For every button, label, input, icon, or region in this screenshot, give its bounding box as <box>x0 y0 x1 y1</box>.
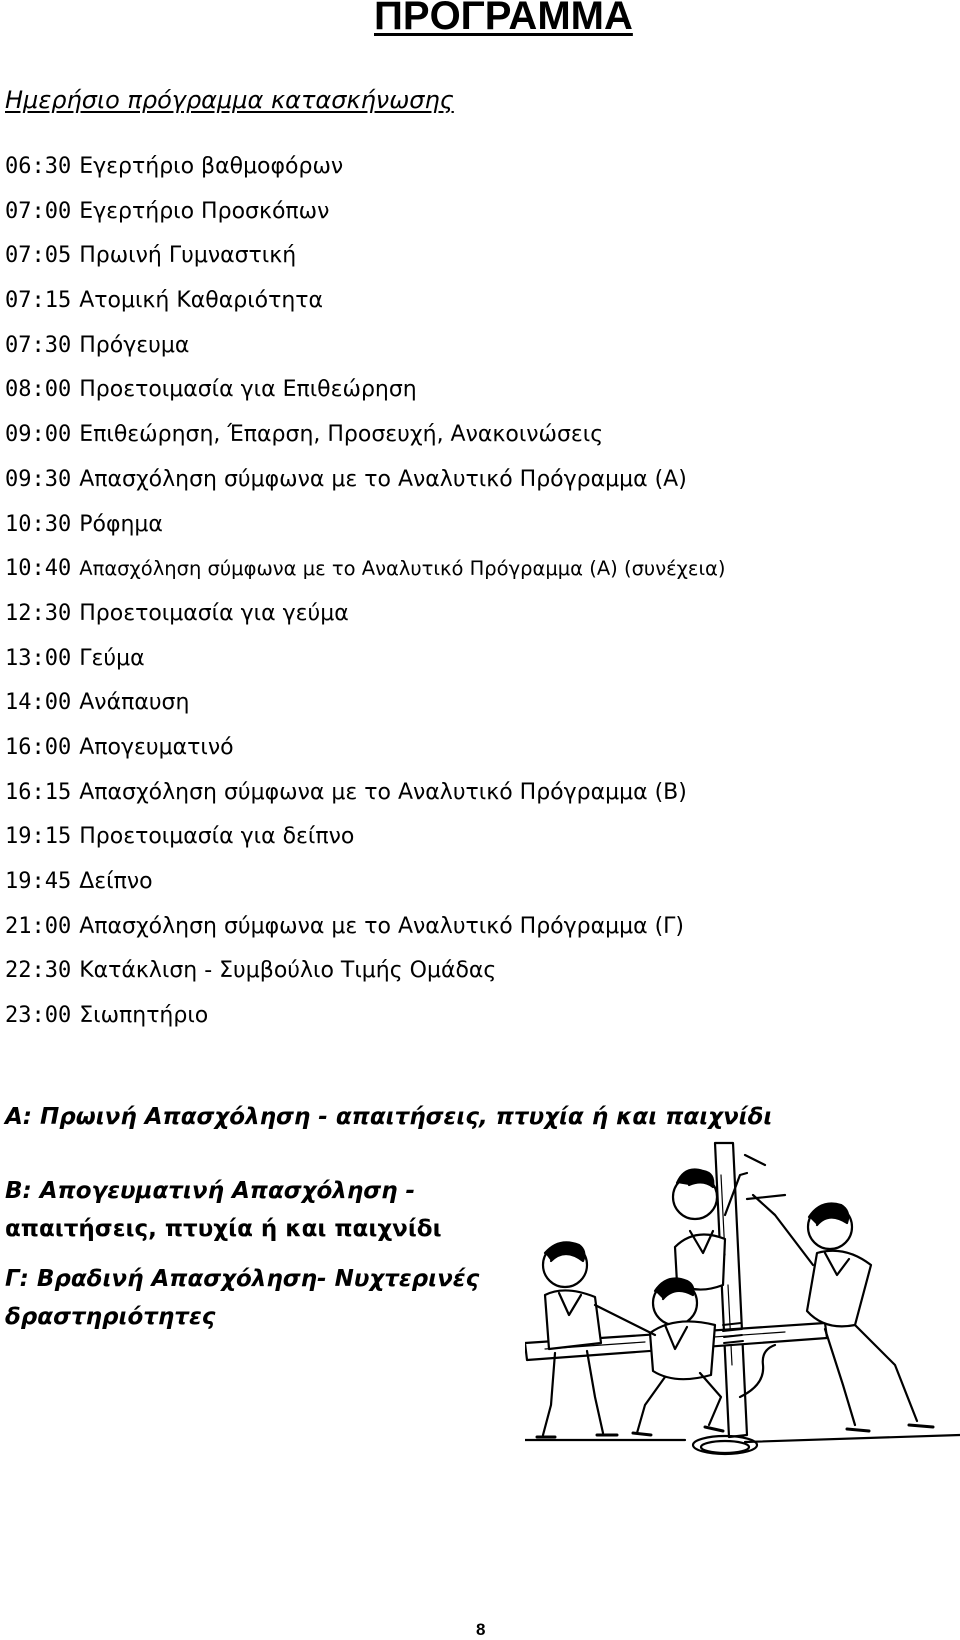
schedule-time: 09:30 <box>5 466 72 492</box>
schedule-item <box>5 503 726 548</box>
schedule-item <box>5 145 726 190</box>
legend-b <box>5 1172 442 1248</box>
schedule-item <box>5 726 726 771</box>
schedule-activity: Προετοιμασία για δείπνο <box>79 824 355 850</box>
schedule-activity: Ατομική Καθαριότητα <box>79 288 324 314</box>
schedule-activity: Σιωπητήριο <box>79 1003 209 1029</box>
schedule-time: 14:00 <box>5 690 72 716</box>
schedule-time: 10:40 <box>5 556 72 582</box>
schedule-activity: Ρόφημα <box>79 511 163 537</box>
schedule-list <box>5 145 726 1039</box>
scouts-pioneering-illustration <box>525 1135 960 1470</box>
schedule-time: 07:00 <box>5 198 72 224</box>
schedule-time: 12:30 <box>5 600 72 626</box>
schedule-time: 23:00 <box>5 1003 72 1029</box>
schedule-time: 09:00 <box>5 422 72 448</box>
schedule-time: 22:30 <box>5 958 72 984</box>
schedule-time: 16:00 <box>5 734 72 760</box>
schedule-item <box>5 905 726 950</box>
schedule-time: 19:15 <box>5 824 72 850</box>
legend-c-line2: δραστηριότητες <box>5 1304 216 1330</box>
schedule-activity: Απασχόληση σύμφωνα με το Αναλυτικό Πρόγραμμα (Α) (συνέχεια) <box>79 557 726 581</box>
schedule-item <box>5 190 726 235</box>
section-title: Ημερήσιο πρόγραμμα κατασκήνωσης <box>5 86 454 114</box>
schedule-time: 07:05 <box>5 243 72 269</box>
schedule-item <box>5 279 726 324</box>
schedule-activity: Κατάκλιση - Συμβούλιο Τιμής Ομάδας <box>79 958 497 984</box>
schedule-activity: Προετοιμασία για γεύμα <box>79 600 349 626</box>
schedule-time: 08:00 <box>5 377 72 403</box>
page-number: 8 <box>476 1620 486 1639</box>
schedule-time: 19:45 <box>5 869 72 894</box>
schedule-activity: Επιθεώρηση, Έπαρση, Προσευχή, Ανακοινώσεις <box>79 422 604 448</box>
schedule-activity: Απογευματινό <box>79 734 234 760</box>
schedule-time: 21:00 <box>5 913 72 939</box>
schedule-item <box>5 771 726 816</box>
legend-a: Α: Πρωινή Απασχόληση - απαιτήσεις, πτυχία ή και παιχνίδι <box>5 1104 773 1130</box>
schedule-activity: Εγερτήριο βαθμοφόρων <box>79 154 344 179</box>
legend-c-line1: Γ: Βραδινή Απασχόληση- Νυχτερινές <box>5 1266 480 1292</box>
schedule-item <box>5 994 726 1039</box>
schedule-activity: Απασχόληση σύμφωνα με το Αναλυτικό Πρόγραμμα (Β) <box>79 779 687 805</box>
page-title: ΠΡΟΓΡΑΜΜΑ <box>374 0 633 38</box>
legend-b-line1: Β: Απογευματινή Απασχόληση - <box>5 1178 416 1204</box>
schedule-activity: Δείπνο <box>79 869 153 894</box>
schedule-time: 07:30 <box>5 332 72 358</box>
schedule-time: 13:00 <box>5 645 72 671</box>
schedule-item <box>5 324 726 369</box>
schedule-activity: Απασχόληση σύμφωνα με το Αναλυτικό Πρόγραμμα (Γ) <box>79 913 685 939</box>
schedule-activity: Πρωινή Γυμναστική <box>79 243 297 269</box>
schedule-item <box>5 458 726 503</box>
schedule-item <box>5 592 726 637</box>
schedule-activity: Πρόγευμα <box>79 332 190 358</box>
schedule-activity: Εγερτήριο Προσκόπων <box>79 198 330 224</box>
schedule-item <box>5 815 726 860</box>
schedule-item <box>5 368 726 413</box>
schedule-time: 10:30 <box>5 511 72 537</box>
schedule-item <box>5 681 726 726</box>
schedule-item <box>5 413 726 458</box>
schedule-activity: Προετοιμασία για Επιθεώρηση <box>79 377 417 403</box>
schedule-time: 06:30 <box>5 154 72 179</box>
legend-c <box>5 1260 479 1336</box>
schedule-item <box>5 234 726 279</box>
schedule-activity: Ανάπαυση <box>79 690 190 716</box>
schedule-item <box>5 547 726 592</box>
schedule-activity: Γεύμα <box>79 645 145 671</box>
legend-b-line2: απαιτήσεις, πτυχία ή και παιχνίδι <box>5 1216 442 1242</box>
schedule-item <box>5 637 726 682</box>
schedule-time: 16:15 <box>5 779 72 805</box>
schedule-activity: Απασχόληση σύμφωνα με το Αναλυτικό Πρόγραμμα (Α) <box>79 466 687 492</box>
schedule-time: 07:15 <box>5 288 72 314</box>
schedule-item <box>5 860 726 905</box>
schedule-item <box>5 949 726 994</box>
